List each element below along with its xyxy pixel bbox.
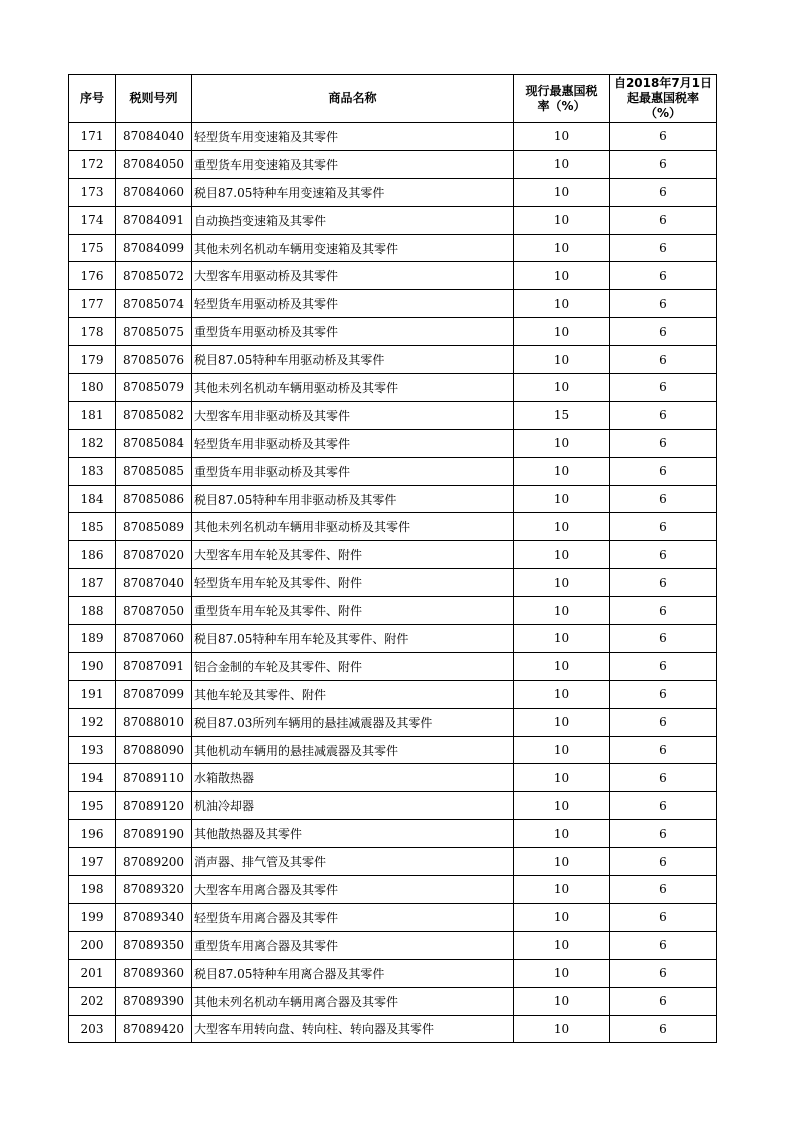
cell-seq: 176 <box>69 262 116 290</box>
cell-code: 87085074 <box>116 290 192 318</box>
cell-new-rate: 6 <box>610 820 717 848</box>
cell-new-rate: 6 <box>610 848 717 876</box>
cell-seq: 188 <box>69 597 116 625</box>
cell-code: 87085082 <box>116 401 192 429</box>
cell-current-rate: 10 <box>514 708 610 736</box>
header-new-rate <box>610 75 717 123</box>
cell-seq: 182 <box>69 429 116 457</box>
cell-name: 大型客车用车轮及其零件、附件 <box>192 541 514 569</box>
cell-name: 其他车轮及其零件、附件 <box>192 680 514 708</box>
cell-name: 税目87.05特种车用车轮及其零件、附件 <box>192 625 514 653</box>
cell-current-rate: 10 <box>514 206 610 234</box>
cell-current-rate: 10 <box>514 1015 610 1043</box>
cell-current-rate: 10 <box>514 290 610 318</box>
table-row <box>69 429 717 457</box>
table-row <box>69 652 717 680</box>
cell-current-rate: 10 <box>514 680 610 708</box>
cell-new-rate: 6 <box>610 374 717 402</box>
table-header-row <box>69 75 717 123</box>
cell-current-rate: 10 <box>514 569 610 597</box>
cell-code: 87085085 <box>116 457 192 485</box>
cell-name: 轻型货车用变速箱及其零件 <box>192 123 514 151</box>
cell-current-rate: 10 <box>514 123 610 151</box>
cell-current-rate: 10 <box>514 318 610 346</box>
cell-current-rate: 10 <box>514 234 610 262</box>
cell-current-rate: 10 <box>514 987 610 1015</box>
cell-new-rate: 6 <box>610 513 717 541</box>
cell-code: 87085089 <box>116 513 192 541</box>
cell-name: 税目87.05特种车用非驱动桥及其零件 <box>192 485 514 513</box>
cell-code: 87085086 <box>116 485 192 513</box>
header-seq: 序号 <box>69 75 116 123</box>
cell-code: 87088010 <box>116 708 192 736</box>
cell-seq: 183 <box>69 457 116 485</box>
cell-seq: 199 <box>69 903 116 931</box>
table-row <box>69 290 717 318</box>
cell-code: 87089420 <box>116 1015 192 1043</box>
cell-seq: 180 <box>69 374 116 402</box>
cell-current-rate: 10 <box>514 625 610 653</box>
cell-seq: 173 <box>69 178 116 206</box>
cell-new-rate: 6 <box>610 764 717 792</box>
cell-seq: 186 <box>69 541 116 569</box>
header-code: 税则号列 <box>116 75 192 123</box>
table-row <box>69 848 717 876</box>
table-row <box>69 903 717 931</box>
cell-code: 87089350 <box>116 931 192 959</box>
cell-new-rate: 6 <box>610 569 717 597</box>
table-row <box>69 123 717 151</box>
cell-name: 税目87.05特种车用离合器及其零件 <box>192 959 514 987</box>
cell-code: 87084060 <box>116 178 192 206</box>
cell-new-rate: 6 <box>610 736 717 764</box>
cell-code: 87085075 <box>116 318 192 346</box>
cell-name: 重型货车用非驱动桥及其零件 <box>192 457 514 485</box>
cell-seq: 184 <box>69 485 116 513</box>
cell-current-rate: 10 <box>514 178 610 206</box>
cell-seq: 202 <box>69 987 116 1015</box>
cell-seq: 193 <box>69 736 116 764</box>
table-row <box>69 513 717 541</box>
cell-new-rate: 6 <box>610 457 717 485</box>
cell-seq: 194 <box>69 764 116 792</box>
cell-new-rate: 6 <box>610 959 717 987</box>
cell-name: 其他散热器及其零件 <box>192 820 514 848</box>
cell-current-rate: 10 <box>514 959 610 987</box>
cell-seq: 198 <box>69 876 116 904</box>
cell-seq: 189 <box>69 625 116 653</box>
cell-code: 87087050 <box>116 597 192 625</box>
cell-current-rate: 10 <box>514 652 610 680</box>
cell-seq: 181 <box>69 401 116 429</box>
cell-code: 87089190 <box>116 820 192 848</box>
cell-new-rate: 6 <box>610 290 717 318</box>
cell-name: 其他未列名机动车辆用非驱动桥及其零件 <box>192 513 514 541</box>
cell-name: 轻型货车用驱动桥及其零件 <box>192 290 514 318</box>
table-row <box>69 959 717 987</box>
cell-new-rate: 6 <box>610 680 717 708</box>
cell-current-rate: 10 <box>514 597 610 625</box>
cell-code: 87085079 <box>116 374 192 402</box>
table-row <box>69 764 717 792</box>
cell-code: 87089320 <box>116 876 192 904</box>
cell-seq: 203 <box>69 1015 116 1043</box>
cell-seq: 172 <box>69 150 116 178</box>
cell-name: 其他未列名机动车辆用变速箱及其零件 <box>192 234 514 262</box>
cell-new-rate: 6 <box>610 178 717 206</box>
cell-name: 重型货车用离合器及其零件 <box>192 931 514 959</box>
table-row <box>69 541 717 569</box>
cell-current-rate: 10 <box>514 541 610 569</box>
cell-seq: 190 <box>69 652 116 680</box>
cell-code: 87084050 <box>116 150 192 178</box>
cell-name: 铝合金制的车轮及其零件、附件 <box>192 652 514 680</box>
table-row <box>69 401 717 429</box>
table-row <box>69 206 717 234</box>
cell-new-rate: 6 <box>610 792 717 820</box>
cell-seq: 177 <box>69 290 116 318</box>
cell-new-rate: 6 <box>610 262 717 290</box>
cell-seq: 171 <box>69 123 116 151</box>
cell-new-rate: 6 <box>610 625 717 653</box>
cell-current-rate: 10 <box>514 736 610 764</box>
cell-new-rate: 6 <box>610 346 717 374</box>
cell-name: 重型货车用驱动桥及其零件 <box>192 318 514 346</box>
cell-current-rate: 10 <box>514 903 610 931</box>
cell-name: 大型客车用离合器及其零件 <box>192 876 514 904</box>
table-row <box>69 318 717 346</box>
cell-code: 87089110 <box>116 764 192 792</box>
table-row <box>69 178 717 206</box>
cell-code: 87088090 <box>116 736 192 764</box>
cell-current-rate: 10 <box>514 764 610 792</box>
cell-seq: 200 <box>69 931 116 959</box>
cell-name: 税目87.05特种车用驱动桥及其零件 <box>192 346 514 374</box>
cell-new-rate: 6 <box>610 876 717 904</box>
cell-current-rate: 10 <box>514 429 610 457</box>
table-row <box>69 820 717 848</box>
cell-current-rate: 10 <box>514 513 610 541</box>
table-row <box>69 569 717 597</box>
table-row <box>69 457 717 485</box>
cell-code: 87087020 <box>116 541 192 569</box>
header-current-rate <box>514 75 610 123</box>
cell-current-rate: 10 <box>514 792 610 820</box>
cell-name: 其他未列名机动车辆用离合器及其零件 <box>192 987 514 1015</box>
table-row <box>69 792 717 820</box>
cell-name: 轻型货车用非驱动桥及其零件 <box>192 429 514 457</box>
cell-seq: 175 <box>69 234 116 262</box>
cell-name: 其他机动车辆用的悬挂减震器及其零件 <box>192 736 514 764</box>
cell-name: 机油冷却器 <box>192 792 514 820</box>
cell-name: 大型客车用非驱动桥及其零件 <box>192 401 514 429</box>
cell-new-rate: 6 <box>610 401 717 429</box>
cell-code: 87085072 <box>116 262 192 290</box>
cell-current-rate: 10 <box>514 457 610 485</box>
cell-seq: 187 <box>69 569 116 597</box>
cell-seq: 195 <box>69 792 116 820</box>
header-new-rate-line1: 自2018年7月1日 <box>613 76 713 90</box>
cell-name: 税目87.03所列车辆用的悬挂减震器及其零件 <box>192 708 514 736</box>
cell-current-rate: 10 <box>514 931 610 959</box>
cell-new-rate: 6 <box>610 318 717 346</box>
cell-new-rate: 6 <box>610 1015 717 1043</box>
cell-seq: 192 <box>69 708 116 736</box>
header-current-rate-line1: 现行最惠国税 <box>525 83 598 98</box>
cell-current-rate: 10 <box>514 150 610 178</box>
cell-code: 87087099 <box>116 680 192 708</box>
table-row <box>69 597 717 625</box>
cell-seq: 201 <box>69 959 116 987</box>
cell-current-rate: 10 <box>514 262 610 290</box>
table-row <box>69 234 717 262</box>
cell-name: 重型货车用车轮及其零件、附件 <box>192 597 514 625</box>
table-row <box>69 1015 717 1043</box>
cell-seq: 174 <box>69 206 116 234</box>
table-row <box>69 931 717 959</box>
cell-new-rate: 6 <box>610 485 717 513</box>
table-row <box>69 625 717 653</box>
cell-name: 大型客车用转向盘、转向柱、转向器及其零件 <box>192 1015 514 1043</box>
cell-new-rate: 6 <box>610 987 717 1015</box>
cell-new-rate: 6 <box>610 931 717 959</box>
header-new-rate-line3: （%） <box>644 106 682 120</box>
cell-name: 自动换挡变速箱及其零件 <box>192 206 514 234</box>
cell-current-rate: 10 <box>514 876 610 904</box>
cell-code: 87089120 <box>116 792 192 820</box>
table-row <box>69 680 717 708</box>
cell-code: 87084091 <box>116 206 192 234</box>
table-row <box>69 987 717 1015</box>
cell-new-rate: 6 <box>610 708 717 736</box>
cell-name: 消声器、排气管及其零件 <box>192 848 514 876</box>
cell-code: 87089200 <box>116 848 192 876</box>
table-row <box>69 736 717 764</box>
cell-seq: 197 <box>69 848 116 876</box>
cell-current-rate: 10 <box>514 820 610 848</box>
cell-code: 87089340 <box>116 903 192 931</box>
table-row <box>69 346 717 374</box>
cell-code: 87089360 <box>116 959 192 987</box>
cell-seq: 185 <box>69 513 116 541</box>
cell-code: 87087060 <box>116 625 192 653</box>
cell-new-rate: 6 <box>610 234 717 262</box>
table-row <box>69 262 717 290</box>
cell-code: 87087040 <box>116 569 192 597</box>
cell-name: 轻型货车用离合器及其零件 <box>192 903 514 931</box>
cell-code: 87084040 <box>116 123 192 151</box>
table-row <box>69 150 717 178</box>
cell-new-rate: 6 <box>610 541 717 569</box>
tariff-table <box>68 74 717 1043</box>
table-row <box>69 374 717 402</box>
cell-current-rate: 10 <box>514 848 610 876</box>
cell-name: 轻型货车用车轮及其零件、附件 <box>192 569 514 597</box>
cell-new-rate: 6 <box>610 150 717 178</box>
cell-code: 87084099 <box>116 234 192 262</box>
cell-seq: 191 <box>69 680 116 708</box>
cell-new-rate: 6 <box>610 429 717 457</box>
cell-seq: 178 <box>69 318 116 346</box>
cell-new-rate: 6 <box>610 206 717 234</box>
cell-code: 87087091 <box>116 652 192 680</box>
cell-new-rate: 6 <box>610 123 717 151</box>
table-row <box>69 708 717 736</box>
cell-code: 87085084 <box>116 429 192 457</box>
cell-name: 水箱散热器 <box>192 764 514 792</box>
table-row <box>69 876 717 904</box>
table-body <box>69 123 717 1043</box>
cell-name: 税目87.05特种车用变速箱及其零件 <box>192 178 514 206</box>
header-name: 商品名称 <box>192 75 514 123</box>
cell-seq: 179 <box>69 346 116 374</box>
header-new-rate-line2: 起最惠国税率 <box>626 91 699 105</box>
cell-name: 大型客车用驱动桥及其零件 <box>192 262 514 290</box>
cell-new-rate: 6 <box>610 903 717 931</box>
table-row <box>69 485 717 513</box>
cell-current-rate: 15 <box>514 401 610 429</box>
cell-current-rate: 10 <box>514 485 610 513</box>
cell-current-rate: 10 <box>514 346 610 374</box>
cell-code: 87089390 <box>116 987 192 1015</box>
cell-code: 87085076 <box>116 346 192 374</box>
cell-seq: 196 <box>69 820 116 848</box>
header-current-rate-line2: 率（%） <box>537 98 586 113</box>
cell-new-rate: 6 <box>610 597 717 625</box>
cell-current-rate: 10 <box>514 374 610 402</box>
cell-name: 重型货车用变速箱及其零件 <box>192 150 514 178</box>
cell-new-rate: 6 <box>610 652 717 680</box>
cell-name: 其他未列名机动车辆用驱动桥及其零件 <box>192 374 514 402</box>
